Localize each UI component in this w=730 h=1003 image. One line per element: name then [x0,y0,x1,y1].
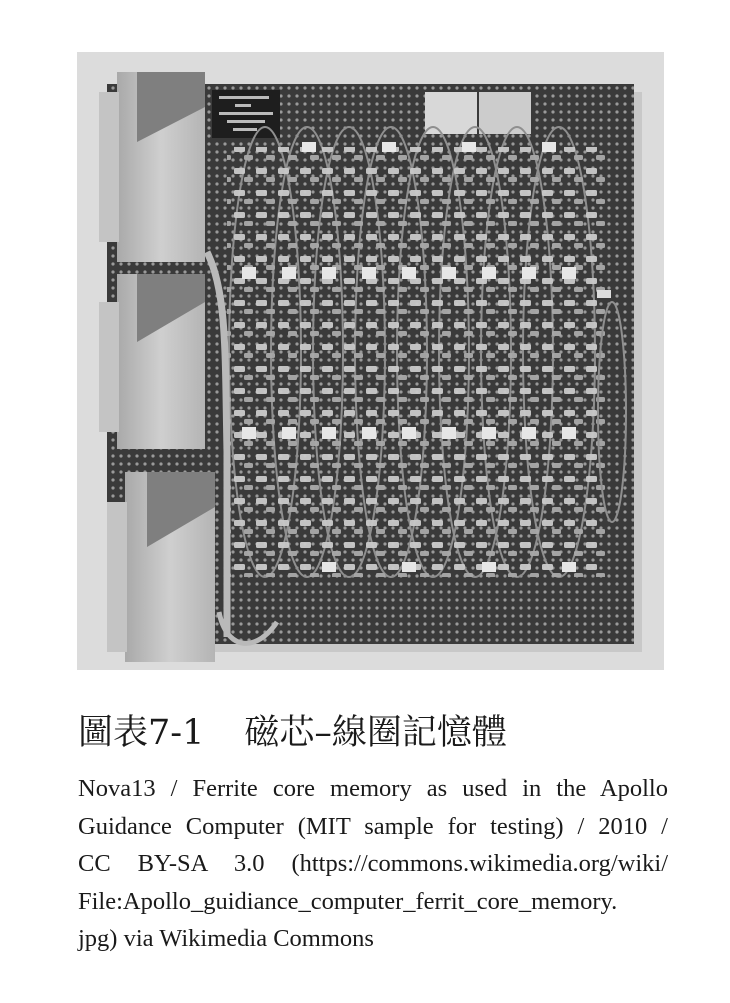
caption-line: Guidance Computer (MIT sample for testing) / 2010 / [78,812,668,840]
figure-title [78,708,507,758]
figure-number: 圖表7-1 [78,713,205,753]
figure-photo [77,52,664,670]
caption-line: Nova13 / Ferrite core memory as used in the Apollo [78,775,668,802]
caption-line: jpg) via Wikimedia Commons [78,925,374,952]
figure-title-text: 磁芯–線圈記憶體 [244,713,507,753]
core-array [227,147,607,577]
caption-line: File:Apollo_guidiance_computer_ferrit_core_memory. [78,887,618,915]
connector-top [99,72,205,262]
figure-caption [78,770,668,958]
caption-line: CC BY-SA 3.0 (https://commons.wikimedia.org/wiki/ [78,850,668,877]
